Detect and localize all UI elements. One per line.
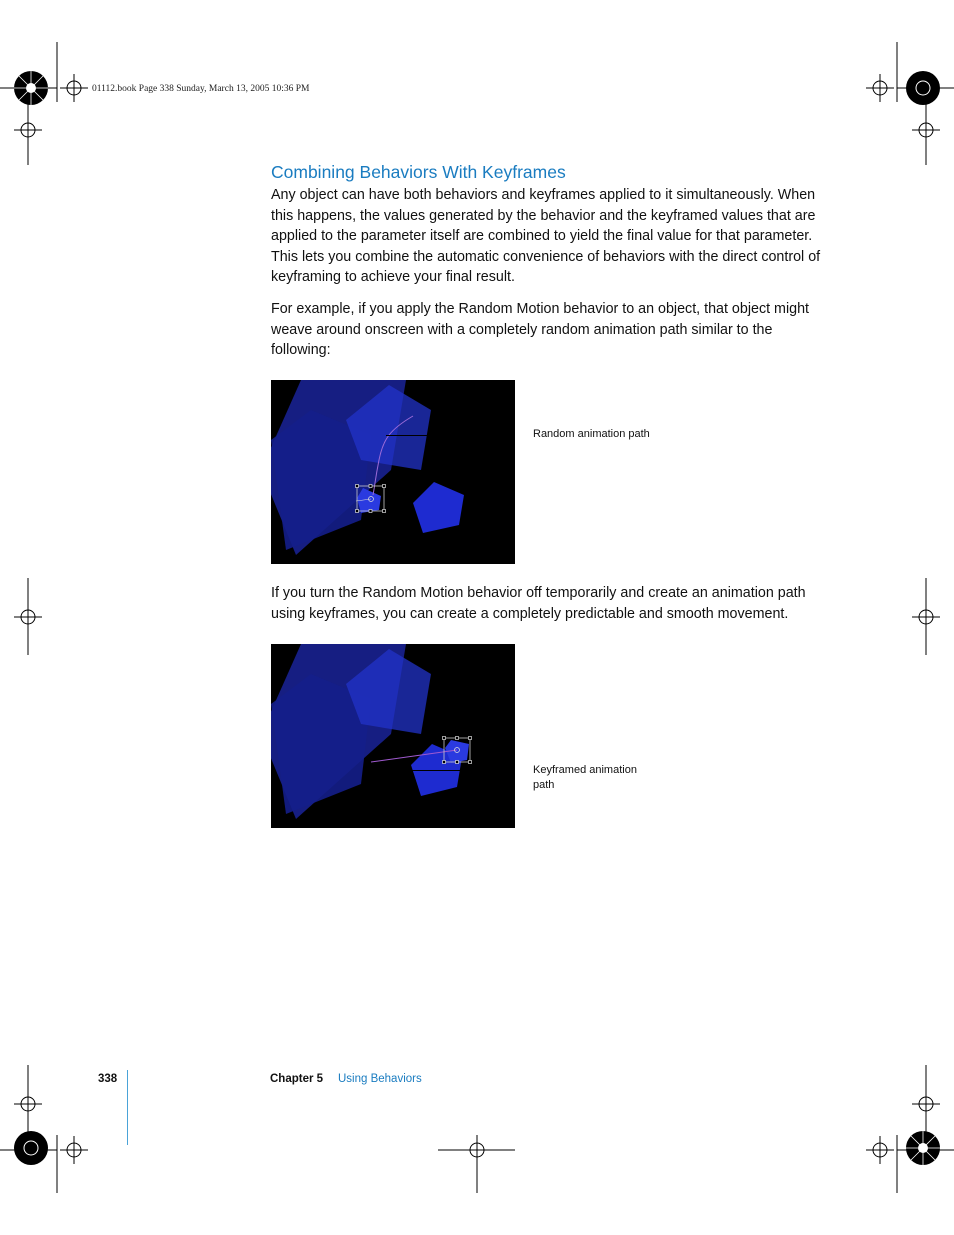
paragraph-keyframes: If you turn the Random Motion behavior off temporarily and create an animation path using keyframes, you can create a completely predictable and smooth movement. — [271, 585, 806, 622]
callout-line-keyframed — [406, 770, 514, 771]
page-number: 338 — [98, 1073, 118, 1085]
figure-random-path — [271, 380, 515, 564]
section-title: Combining Behaviors With Keyframes — [271, 162, 566, 182]
callout-keyframed-path: Keyframed animation path — [533, 764, 637, 791]
figure-keyframed-path — [271, 644, 515, 828]
chapter-title: Using Behaviors — [338, 1073, 422, 1085]
callout-line-random — [386, 435, 514, 436]
paragraph-intro: Any object can have both behaviors and keyframes applied to it simultaneously. When this happens, the values generated by the behavior and the keyframed values that are applied to the parameter itself are combined to yield the final value for that parameter. This lets you combine the automatic convenience of behaviors with the direct control of keyframing to achieve your final result. — [271, 187, 821, 285]
callout-line-keyframed-vertical — [406, 758, 407, 770]
paragraph-random-motion: For example, if you apply the Random Motion behavior to an object, that object might weave around onscreen with a completely random animation path similar to the following: — [271, 301, 810, 358]
small-pentagon-shape — [413, 482, 464, 533]
footer-rule — [127, 1070, 128, 1145]
printer-slug: 01112.book Page 338 Sunday, March 13, 2005 10:36 PM — [92, 84, 310, 94]
callout-random-path: Random animation path — [533, 428, 650, 440]
chapter-label: Chapter 5 — [270, 1073, 324, 1085]
